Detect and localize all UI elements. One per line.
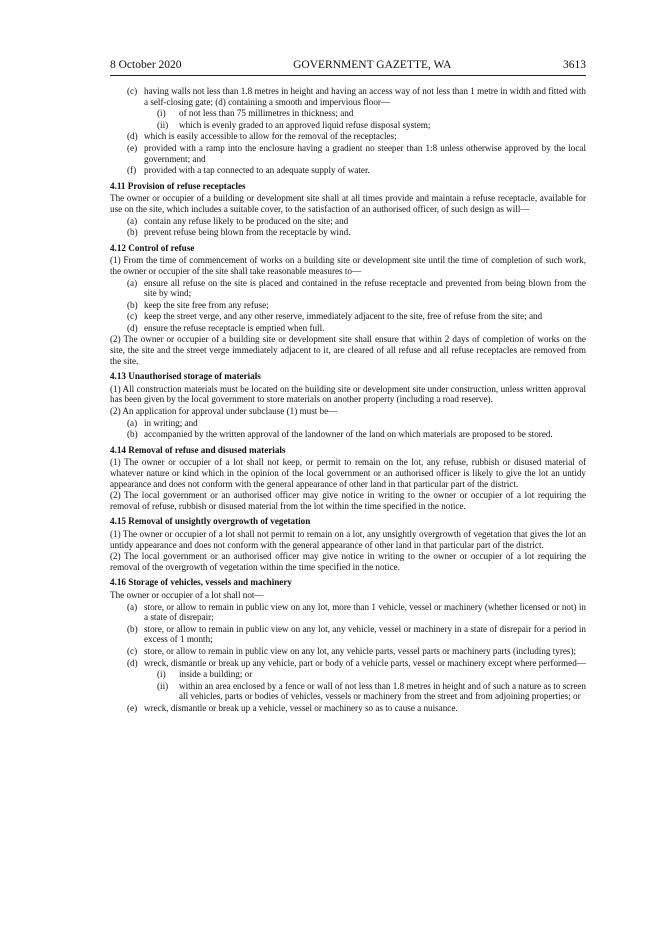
list-item [110,165,586,176]
item-label: (c) [127,311,138,322]
sub-item-text: of not less than 75 millimetres in thickness; and [179,108,354,119]
list-item [110,227,586,238]
sub-item [110,681,586,702]
item-text: ensure all refuse on the site is placed and contained in the refuse receptacle and prevented from being blown from the site by wind; [144,277,586,299]
header-page-number: 3613 [563,59,586,71]
item-label: (b) [127,299,138,310]
section-heading-4-13: 4.13 Unauthorised storage of materials [110,371,261,382]
item-label: (e) [127,702,138,713]
paragraph: (1) All construction materials must be located on the building site or development site under construction, unless written approval has been given by the local government to store materials on another property (including a road reserve). [110,383,586,405]
list-item [110,646,586,657]
list-item [110,300,586,311]
item-label: (d) [127,131,138,142]
list-item [110,658,586,669]
item-text: accompanied by the written approval of the landowner of the land on which materials are proposed to be stored. [144,429,553,440]
section-heading-4-16: 4.16 Storage of vehicles, vessels and machinery [110,577,292,588]
paragraph: (1) From the time of commencement of works on a building site or development site until the time of completion of such work, the owner or occupier of the site shall take reasonable measures to— [110,255,586,276]
sub-item-label: (ii) [157,680,169,691]
sub-item-text: inside a building; or [179,669,253,680]
item-label: (a) [127,277,138,288]
list-item [110,216,586,227]
section-heading-4-14: 4.14 Removal of refuse and disused materials [110,444,286,455]
paragraph: (2) An application for approval under subclause (1) must be— [110,406,338,417]
sub-item-label: (i) [157,108,166,119]
paragraph: (2) The local government or an authorised officer may give notice in writing to the owner or occupier of a lot requiring the removal of the overgrowth of vegetation within the time specified in the notice. [110,551,586,572]
sub-item [110,120,586,131]
list-item [110,703,586,714]
item-text: wreck, dismantle or break up any vehicle, part or body of a vehicle parts, vessel or machinery except where performed— [144,657,586,668]
page-header [110,58,586,76]
paragraph: The owner or occupier of a lot shall not— [110,589,264,600]
list-item [110,323,586,334]
item-text: store, or allow to remain in public view on any lot, more than 1 vehicle, vessel or machinery (whether licensed or not) in a state of disrepair; [144,601,586,623]
list-item [110,143,586,164]
item-text: having walls not less than 1.8 metres in height and having an access way of not less than 1 metre in width and fitted with a self-closing gate; (d) containing a smooth and impervious floor— [144,86,586,107]
item-text: provided with a tap connected to an adequate supply of water. [144,165,370,176]
list-item [110,418,586,429]
list-item [110,624,586,645]
item-label: (f) [127,165,137,176]
item-text: store, or allow to remain in public view on any lot, any vehicle parts, vessel parts or machinery parts (including tyres); [144,645,577,656]
item-label: (c) [127,86,138,96]
item-text: provided with a ramp into the enclosure having a gradient no steeper than 1:8 unless otherwise approved by the local government; and [144,142,586,164]
list-item [110,86,586,107]
item-label: (a) [127,417,138,428]
item-text: which is easily accessible to allow for the removal of the receptacles; [144,131,397,142]
section-heading-4-15: 4.15 Removal of unsightly overgrowth of vegetation [110,516,311,527]
item-label: (b) [127,227,138,238]
section-heading-4-12: 4.12 Control of refuse [110,242,195,253]
item-text: keep the site free from any refuse; [144,299,269,310]
paragraph: (1) The owner or occupier of a lot shall not keep, or permit to remain on the lot, any refuse, rubbish or disused material of whatever nature or kind which in the opinion of the local government or an authorised officer is likely to give the lot an untidy appearance and does not conform with the general appearance of other land in that particular part of the district. [110,457,586,489]
item-label: (a) [127,601,138,612]
sub-item [110,108,586,119]
item-label: (d) [127,657,138,668]
sub-item-label: (ii) [157,119,169,130]
item-text: store, or allow to remain in public view on any lot, any vehicle, vessel or machinery in a state of disrepair for a period in excess of 1 month; [144,623,586,645]
item-text: ensure the refuse receptacle is emptied when full. [144,322,325,333]
item-text: wreck, dismantle or break up a vehicle, vessel or machinery so as to cause a nuisance. [144,702,458,713]
sub-item-text: within an area enclosed by a fence or wall of not less than 1.8 metres in height and of such a nature as to screen all vehicles, parts or bodies of vehicles, vessels or machinery from the street and from adjoining properties; or [179,680,586,702]
page-content [110,86,586,713]
list-item [110,602,586,623]
paragraph: (2) The owner or occupier of a building site or development site shall ensure that within 2 days of completion of works on the site, the site and the street verge immediately adjacent to it, are cleared of all refuse and all refuse receptacles are removed from the site. [110,334,586,366]
paragraph: The owner or occupier of a building or development site shall at all times provide and maintain a refuse receptacle, available for use on the site, which includes a suitable cover, to the satisfaction of an authorised officer, of such design as will— [110,193,586,214]
list-item [110,131,586,142]
item-label: (b) [127,429,138,440]
item-text: in writing; and [144,417,198,428]
list-item [110,278,586,299]
header-title: GOVERNMENT GAZETTE, WA [293,59,452,71]
gazette-page [110,58,586,714]
sub-item-label: (i) [157,669,166,680]
item-label: (d) [127,322,138,333]
item-text: prevent refuse being blown from the receptacle by wind. [144,227,351,238]
item-label: (e) [127,142,138,153]
item-label: (b) [127,623,138,634]
item-text: keep the street verge, and any other reserve, immediately adjacent to the site, free of refuse from the site; and [144,311,543,322]
list-item [110,429,586,440]
sub-item-text: which is evenly graded to an approved liquid refuse disposal system; [179,119,431,130]
paragraph: (1) The owner or occupier of a lot shall not permit to remain on a lot, any unsightly overgrowth of vegetation that gives the lot an untidy appearance and does not conform with the general appearance of other land in that particular part of the district. [110,528,586,550]
item-text: contain any refuse likely to be produced on the site; and [144,215,349,226]
list-item [110,311,586,322]
paragraph: (2) The local government or an authorised officer may give notice in writing to the owner or occupier of a lot requiring the removal of refuse, rubbish or disused material from the lot within the time specified in the notice. [110,490,586,511]
item-label: (a) [127,215,138,226]
header-date: 8 October 2020 [110,59,182,71]
section-heading-4-11: 4.11 Provision of refuse receptacles [110,180,246,191]
item-label: (c) [127,645,138,656]
sub-item [110,669,586,680]
